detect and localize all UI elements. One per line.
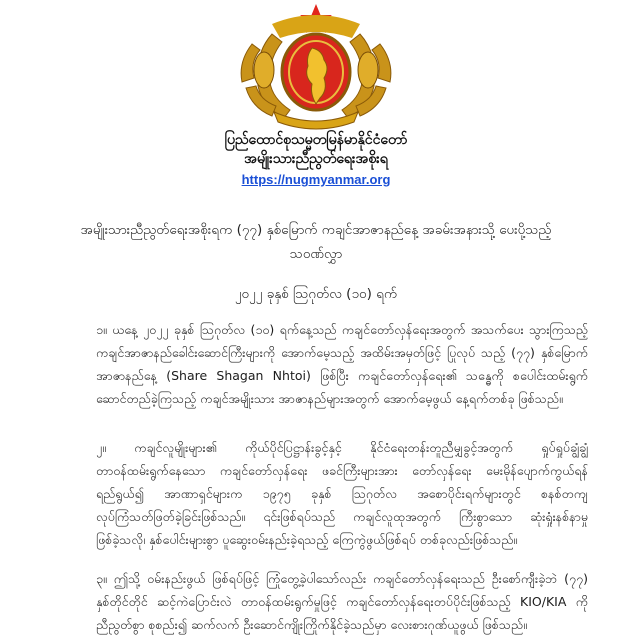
statement-title: အမျိုးသားညီညွတ်ရေးအစိုးရက (၇၇) နှစ်မြောက် ကချင်အာဇာနည်နေ့ အခမ်းအနားသို့ ပေးပို့သည့် [80,222,552,238]
state-emblem-icon [232,4,400,130]
paragraph-line: ရည်ရွယ်၍ အာဏာရှင်များက ၁၉၇၅ ခုနှစ် ဩဂုတ်လ အစောပိုင်းရက်များတွင် စနစ်တကျ [96,486,588,501]
paragraph-line: ဖြစ်ခဲ့သလို၊ နှစ်ပေါင်းများစွာ ပူဆွေးဝမ်းနည်းခဲ့ရသည့် ကြေကွဲဖွယ်ဖြစ်ရပ် တစ်ခုလည်းဖြစ်သည်။ [96,532,518,547]
paragraph-line: ကချင်အာဇာနည်ခေါင်းဆောင်ကြီးများကို အောက်မေ့သည့် အထိမ်းအမှတ်ဖြင့် ပြုလုပ် သည့် (၇၇) နှစ်မြောက် [96,345,588,360]
organization-name-line-1: ပြည်ထောင်စုသမ္မတမြန်မာနိုင်ငံတော် [224,132,408,148]
paragraph-line: တာဝန်ထမ်းရွက်နေသော ကချင်တော်လှန်ရေး ဖခင်ကြီးများအား တော်လှန်ရေး မေးမိုန်ပျောက်ကွယ်ရန် [96,463,588,478]
paragraph-3 [96,567,588,636]
paragraph-1 [96,318,588,410]
organization-name-line-2: အမျိုးသားညီညွတ်ရေးအစိုးရ [244,151,388,167]
statement-date: ၂၀၂၂ ခုနှစ် ဩဂုတ်လ (၁၀) ရက် [234,286,398,302]
statement-title-line-2: သဝဏ်လွှာ [289,246,343,262]
paragraph-line: ဆောင်တည်ခဲ့ကြသည့် ကချင်အမျိုးသား အာဇာနည်များအတွက် အောက်မေ့ဖွယ် နေ့ရက်တစ်ခု ဖြစ်သည်။ [96,391,563,406]
paragraph-2 [96,436,588,551]
paragraph-line: အာဇာနည်နေ့ (Share Shagan Nhtoi) ဖြစ်ပြီး ကချင်တော်လှန်ရေး၏ သန္ဓေကို စပေါင်းထမ်းရွက် [96,368,588,383]
paragraph-line: ၃။ ဤသို့ ဝမ်းနည်းဖွယ် ဖြစ်ရပ်ဖြင့် ကြုံတွေ့ခဲ့ပါသော်လည်း ကချင်တော်လှန်ရေးသည် ဦးစော်ကျီးခဲ့ဘဲ (၇၇) [96,571,588,586]
paragraph-line: လုပ်ကြံသတ်ဖြတ်ခဲ့ခြင်းဖြစ်သည်။ ၎င်းဖြစ်ရပ်သည် ကချင်လူထုအတွက် ကြီးစွာသော ဆုံးရှုံးနစ်နာမှု [96,509,588,524]
paragraph-line: ညီညွတ်စွာ စုစည်း၍ ဆက်လက် ဦးဆောင်ကျိုးကြိုက်နိုင်ခဲ့သည်မှာ လေးစားဂုဏ်ယူဖွယ် ဖြစ်သည်။ [96,617,527,632]
paragraph-line: ၁။ ယနေ့ ၂၀၂၂ ခုနှစ် ဩဂုတ်လ (၁၀) ရက်နေ့သည် ကချင်တော်လှန်ရေးအတွက် အသက်ပေး သွားကြသည့် [96,322,588,337]
website-link[interactable]: https://nugmyanmar.org [241,172,391,187]
paragraph-line: ၂။ ကချင်လူမျိုးများ၏ ကိုယ်ပိုင်ပြဋ္ဌာန်းခွင့်နှင့် နိုင်ငံရေးတန်းတူညီမျှခွင့်အတွက် ရှုပ်ရှုပ်ချွံချွံ [96,440,588,455]
paragraph-line: နှစ်တိုင်တိုင် ဆင့်ကဲပြောင်းလဲ တာဝန်ထမ်းရွက်မှုဖြင့် ကချင်တော်လှန်ရေးတပ်ပိုင်းဖြစ်သည့် KIO/KIA ကို [96,594,588,609]
